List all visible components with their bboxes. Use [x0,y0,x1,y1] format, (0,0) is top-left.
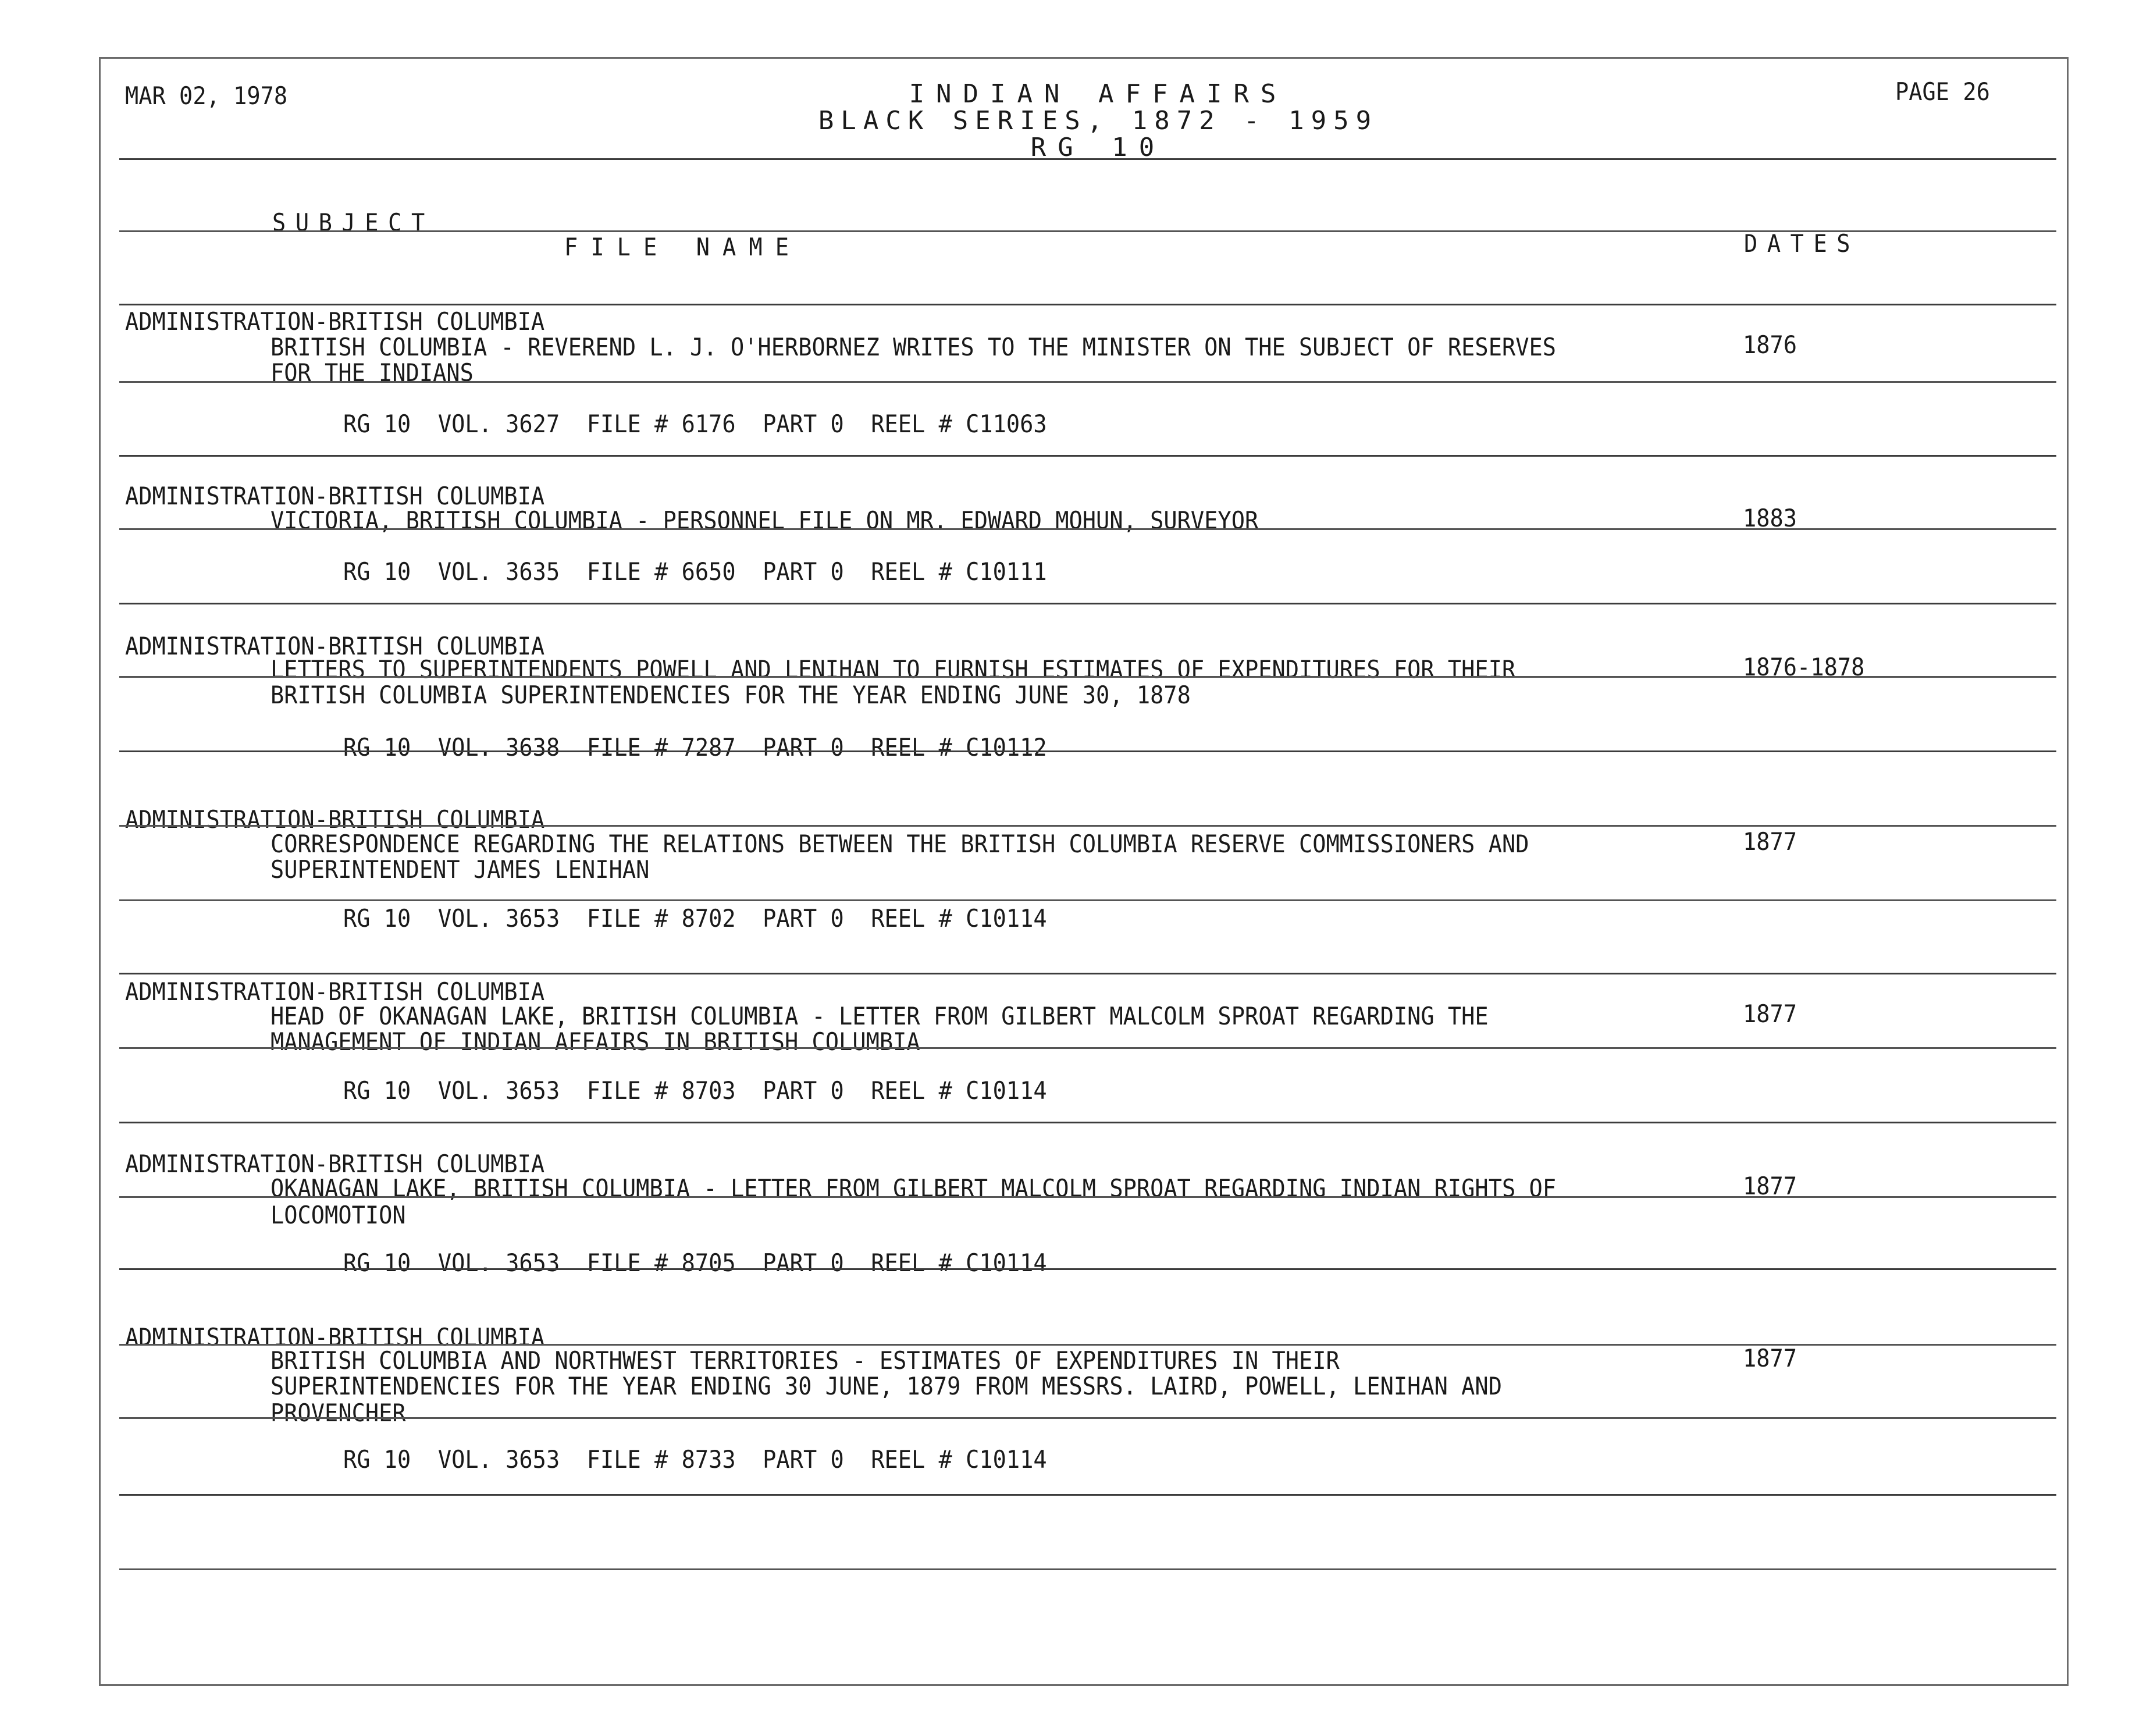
divider [119,1494,2056,1496]
entry-date: 1876 [1743,330,1797,359]
entry-subject: ADMINISTRATION-BRITISH COLUMBIA [125,632,545,660]
entry-date: 1877 [1743,1172,1797,1200]
entry-description-line: BRITISH COLUMBIA - REVEREND L. J. O'HERBORNEZ WRITES TO THE MINISTER ON THE SUBJECT OF RESERVES [270,333,1557,361]
entry-description-line: LETTERS TO SUPERINTENDENTS POWELL AND LENIHAN TO FURNISH ESTIMATES OF EXPENDITURES FOR THEIR [270,655,1516,684]
entry-reference: RG 10 VOL. 3627 FILE # 6176 PART 0 REEL # C11063 [343,410,1047,438]
divider [119,825,2056,827]
divider [119,455,2056,457]
entry-description-line: BRITISH COLUMBIA AND NORTHWEST TERRITORIES - ESTIMATES OF EXPENDITURES IN THEIR [270,1346,1340,1375]
divider [119,973,2056,974]
report-title: INDIAN AFFAIRS [909,79,1288,109]
page-number: PAGE 26 [1895,77,1990,106]
entry-description-line: MANAGEMENT OF INDIAN AFFAIRS IN BRITISH COLUMBIA [270,1027,920,1056]
entry-date: 1877 [1743,999,1797,1028]
divider [119,899,2056,901]
column-header-file-name: FILE NAME [564,233,802,261]
entry-date: 1876-1878 [1743,653,1865,681]
entry-description-line: SUPERINTENDENT JAMES LENIHAN [270,855,650,884]
entry-description-line: HEAD OF OKANAGAN LAKE, BRITISH COLUMBIA - LETTER FROM GILBERT MALCOLM SPROAT REGARDING THE [270,1002,1489,1030]
divider [119,1047,2056,1049]
divider [119,528,2056,530]
divider [119,381,2056,383]
entry-description-line: BRITISH COLUMBIA SUPERINTENDENCIES FOR THE YEAR ENDING JUNE 30, 1878 [270,681,1191,709]
entry-subject: ADMINISTRATION-BRITISH COLUMBIA [125,482,545,510]
entry-subject: ADMINISTRATION-BRITISH COLUMBIA [125,307,545,336]
divider [119,676,2056,678]
entry-reference: RG 10 VOL. 3638 FILE # 7287 PART 0 REEL # C10112 [343,733,1047,762]
column-header-subject: SUBJECT [272,208,435,237]
entry-subject: ADMINISTRATION-BRITISH COLUMBIA [125,1323,545,1351]
entry-description-line: SUPERINTENDENCIES FOR THE YEAR ENDING 30 JUNE, 1879 FROM MESSRS. LAIRD, POWELL, LENIHAN AND [270,1372,1502,1400]
divider [119,1196,2056,1198]
entry-reference: RG 10 VOL. 3653 FILE # 8702 PART 0 REEL # C10114 [343,904,1047,933]
entry-reference: RG 10 VOL. 3653 FILE # 8703 PART 0 REEL # C10114 [343,1076,1047,1105]
divider [119,1122,2056,1123]
entry-reference: RG 10 VOL. 3653 FILE # 8733 PART 0 REEL # C10114 [343,1445,1047,1474]
divider [119,750,2056,752]
entry-date: 1877 [1743,827,1797,856]
divider [119,603,2056,604]
report-record-group: RG 10 [1030,133,1166,162]
column-header-dates: DATES [1744,229,1860,258]
divider [119,158,2056,160]
entry-subject: ADMINISTRATION-BRITISH COLUMBIA [125,977,545,1006]
divider [119,1568,2056,1570]
entry-description-line: OKANAGAN LAKE, BRITISH COLUMBIA - LETTER FROM GILBERT MALCOLM SPROAT REGARDING INDIAN RIGHTS OF [270,1174,1557,1203]
divider [119,1417,2056,1419]
entry-subject: ADMINISTRATION-BRITISH COLUMBIA [125,805,545,834]
entry-description-line: LOCOMOTION [270,1201,406,1229]
entry-reference: RG 10 VOL. 3635 FILE # 6650 PART 0 REEL # C10111 [343,557,1047,586]
entry-date: 1877 [1743,1344,1797,1372]
entry-description-line: VICTORIA, BRITISH COLUMBIA - PERSONNEL FILE ON MR. EDWARD MOHUN, SURVEYOR [270,506,1259,535]
report-series: BLACK SERIES, 1872 - 1959 [818,106,1379,136]
report-date: MAR 02, 1978 [125,81,288,110]
entry-reference: RG 10 VOL. 3653 FILE # 8705 PART 0 REEL # C10114 [343,1248,1047,1277]
divider [119,1268,2056,1270]
entry-subject: ADMINISTRATION-BRITISH COLUMBIA [125,1150,545,1178]
entry-description-line: PROVENCHER [270,1399,406,1427]
entry-date: 1883 [1743,504,1797,532]
entry-description-line: FOR THE INDIANS [270,358,474,387]
entry-description-line: CORRESPONDENCE REGARDING THE RELATIONS BETWEEN THE BRITISH COLUMBIA RESERVE COMMISSIONERS AND [270,830,1529,858]
divider [119,304,2056,305]
